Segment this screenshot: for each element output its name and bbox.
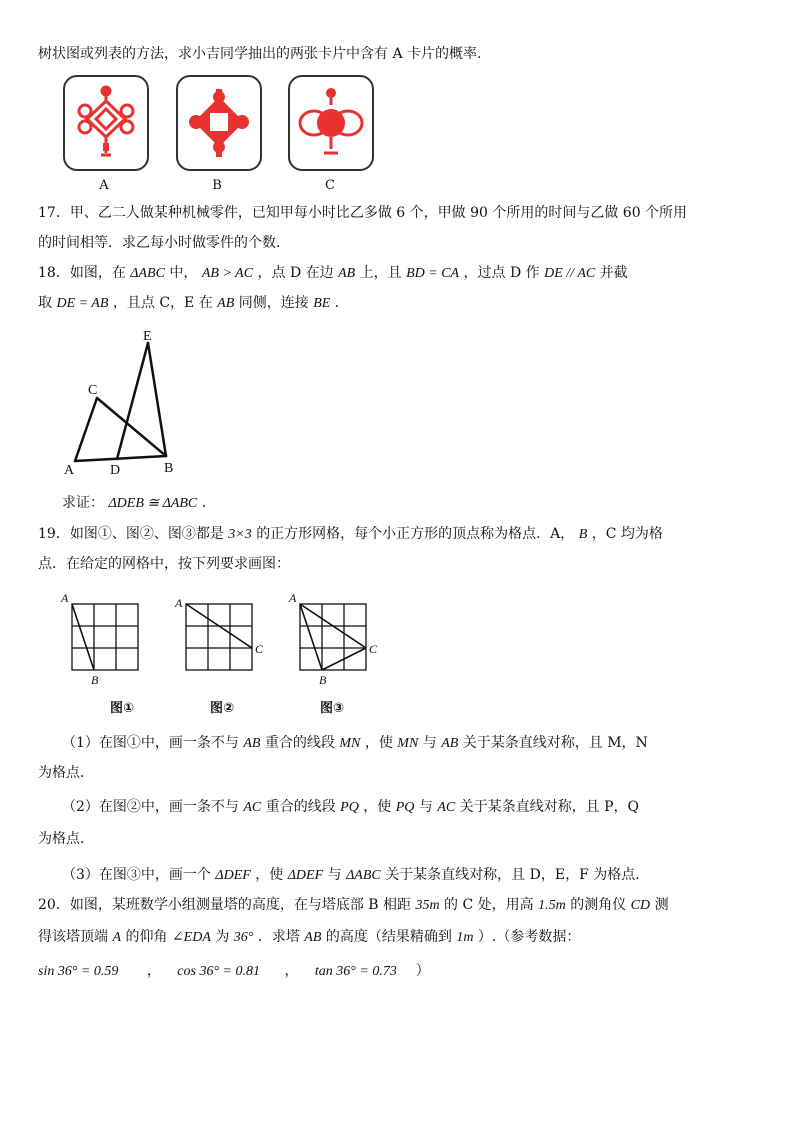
- segment-ab: AB: [441, 736, 459, 751]
- label-b: B: [91, 673, 99, 687]
- distance-value: 35m: [415, 898, 440, 913]
- q20-text: ）: [415, 963, 430, 979]
- q20-text: 的高度（结果精确到: [325, 929, 452, 945]
- label-a: A: [289, 591, 297, 605]
- point-b: B: [578, 527, 588, 542]
- ref-tan: tan 36° = 0.73: [314, 964, 397, 979]
- intro-text: 树状图或列表的方法，求小吉同学抽出的两张卡片中含有 A 卡片的概率.: [38, 46, 482, 62]
- q20-text: 的 C 处，用高: [444, 897, 534, 913]
- q19-sub2-line1: [62, 797, 756, 818]
- q19-text: 重合的线段: [265, 799, 336, 815]
- q19-text: 与: [418, 799, 433, 815]
- q19-line1: [38, 524, 756, 545]
- q19-text: 19．如图①、图②、图③都是: [38, 526, 224, 542]
- q18-text: ，且点 C，E 在: [112, 295, 213, 311]
- chinese-knot-icon: [65, 77, 147, 169]
- prove-statement: ΔDEB ≅ ΔABC: [108, 496, 198, 511]
- caption-figure-2: 图②: [210, 701, 235, 716]
- q18-text: 上，且: [359, 265, 402, 281]
- point-a: A: [112, 930, 122, 945]
- q19-text: 与: [422, 735, 437, 751]
- q20-text: ．求塔: [257, 929, 300, 945]
- q20-text: 的仰角: [125, 929, 168, 945]
- q19-sub2-line2: 为格点．: [38, 831, 94, 847]
- ref-sin: sin 36° = 0.59: [38, 964, 119, 979]
- caption-figure-3: 图③: [320, 701, 345, 716]
- q18-line2: [38, 293, 756, 314]
- q20-line2: [38, 927, 756, 948]
- prove-label: 求证：: [62, 495, 104, 511]
- q18-segment: BE: [313, 296, 331, 311]
- q20-text: 为: [215, 929, 230, 945]
- q19-text: 与: [327, 867, 342, 883]
- q19-text: 关于某条直线对称，且 M，N: [462, 735, 648, 751]
- label-d: D: [110, 463, 121, 476]
- grid-figure-2: [172, 590, 272, 690]
- label-a: A: [64, 463, 75, 476]
- q18-text: 同侧，连接: [238, 295, 309, 311]
- q19-text: ，C 均为格: [591, 526, 663, 542]
- q17-line1: 17．甲、乙二人做某种机械零件，已知甲每小时比乙多做 6 个，甲做 90 个所用的时间与乙做 60 个所用: [38, 205, 688, 221]
- grid-size: 3×3: [228, 527, 252, 542]
- segment-ac: AC: [243, 800, 262, 815]
- q19-text: ，使: [364, 735, 393, 751]
- angle-eda: ∠EDA: [171, 930, 211, 945]
- q20-text: ）.（参考数据：: [477, 929, 581, 945]
- q18-prove: [62, 493, 756, 514]
- q19-text: 关于某条直线对称，且 P，Q: [459, 799, 640, 815]
- grid-figure-3: [286, 590, 386, 690]
- angle-value: 36°: [233, 930, 254, 945]
- card-a: [63, 75, 149, 171]
- label-c: C: [369, 642, 378, 656]
- q19-sub1-line2: 为格点．: [38, 765, 94, 781]
- q18-segment: AB: [217, 296, 235, 311]
- q19-text: ，使: [255, 867, 284, 883]
- segment-mn: MN: [397, 736, 419, 751]
- q19-text: ，使: [363, 799, 392, 815]
- segment-ab: [300, 604, 322, 670]
- segment-ab: [72, 604, 94, 670]
- q18-parallel: DE // AC: [544, 266, 596, 281]
- q20-line1: [38, 895, 756, 916]
- q18-equation: BD = CA: [406, 266, 460, 281]
- lantern-knot-icon: [290, 77, 372, 169]
- label-a: A: [175, 596, 183, 610]
- q19-sub1-line1: [62, 733, 756, 754]
- q18-text: 中，: [169, 265, 198, 281]
- window-knot-icon: [178, 77, 260, 169]
- triangle-abc: ΔABC: [346, 868, 381, 883]
- unit-value: 1m: [456, 930, 474, 945]
- q18-text: ，过点 D 作: [463, 265, 540, 281]
- segment-ab: AB: [243, 736, 261, 751]
- segment-ac: AC: [437, 800, 456, 815]
- label-a: A: [61, 591, 69, 605]
- q18-equation: DE = AB: [56, 296, 109, 311]
- segment-de: [117, 343, 148, 459]
- q20-text: 的测角仪: [570, 897, 627, 913]
- q18-text: ．: [334, 295, 349, 311]
- q19-line2: 点．在给定的网格中，按下列要求画图：: [38, 556, 290, 572]
- segment-ab: [75, 456, 166, 461]
- q20-text: 得该塔顶端: [38, 929, 108, 945]
- grid-figure-1: [58, 590, 158, 690]
- triangle-def: ΔDEF: [287, 868, 324, 883]
- segment-mn: MN: [339, 736, 361, 751]
- label-e: E: [143, 329, 152, 344]
- q18-text: 并截: [599, 265, 628, 281]
- q19-sub3: [62, 865, 756, 886]
- segment-pq: PQ: [395, 800, 415, 815]
- q18-line1: [38, 263, 756, 284]
- ref-cos: cos 36° = 0.81: [177, 964, 261, 979]
- card-a-label: A: [99, 178, 109, 193]
- label-c: C: [88, 383, 98, 398]
- segment-ac: [75, 398, 97, 461]
- segment-pq: PQ: [340, 800, 359, 815]
- q17-line2: 的时间相等．求乙每小时做零件的个数．: [38, 235, 290, 251]
- q20-text: 20．如图，某班数学小组测量塔的高度，在与塔底部 B 相距: [38, 897, 412, 913]
- card-c: [288, 75, 374, 171]
- q19-text: （3）在图③中，画一个: [62, 867, 211, 883]
- label-b: B: [319, 673, 327, 687]
- q18-inequality: AB > AC: [201, 266, 254, 281]
- q19-text: 关于某条直线对称，且 D，E，F 为格点．: [385, 867, 650, 883]
- segment-cd: CD: [630, 898, 651, 913]
- label-b: B: [164, 461, 174, 476]
- card-c-label: C: [325, 178, 335, 193]
- q18-text: 18．如图，在: [38, 265, 126, 281]
- card-b: [176, 75, 262, 171]
- q19-text: 的正方形网格，每个小正方形的顶点称为格点．A，: [256, 526, 575, 542]
- q18-triangle-figure: [60, 328, 190, 476]
- caption-figure-1: 图①: [110, 701, 135, 716]
- segment-eb: [148, 343, 166, 456]
- q19-text: 重合的线段: [264, 735, 335, 751]
- q20-text: 测: [654, 897, 669, 913]
- q18-text: ．: [201, 495, 216, 511]
- q19-text: （2）在图②中，画一条不与: [62, 799, 239, 815]
- q18-text: 取: [38, 295, 52, 311]
- q20-reference: sin 36° = 0.59 ， cos 36° = 0.81 ， tan 36° = 0.73 ）: [38, 963, 430, 979]
- triangle-def: ΔDEF: [215, 868, 251, 883]
- height-value: 1.5m: [538, 898, 566, 913]
- label-c: C: [255, 642, 264, 656]
- q18-segment: AB: [338, 266, 356, 281]
- q18-text: ，点 D 在边: [257, 265, 334, 281]
- q18-triangle: ΔABC: [130, 266, 165, 281]
- q19-text: （1）在图①中，画一条不与: [62, 735, 239, 751]
- segment-ab: AB: [304, 930, 322, 945]
- card-b-label: B: [212, 178, 222, 193]
